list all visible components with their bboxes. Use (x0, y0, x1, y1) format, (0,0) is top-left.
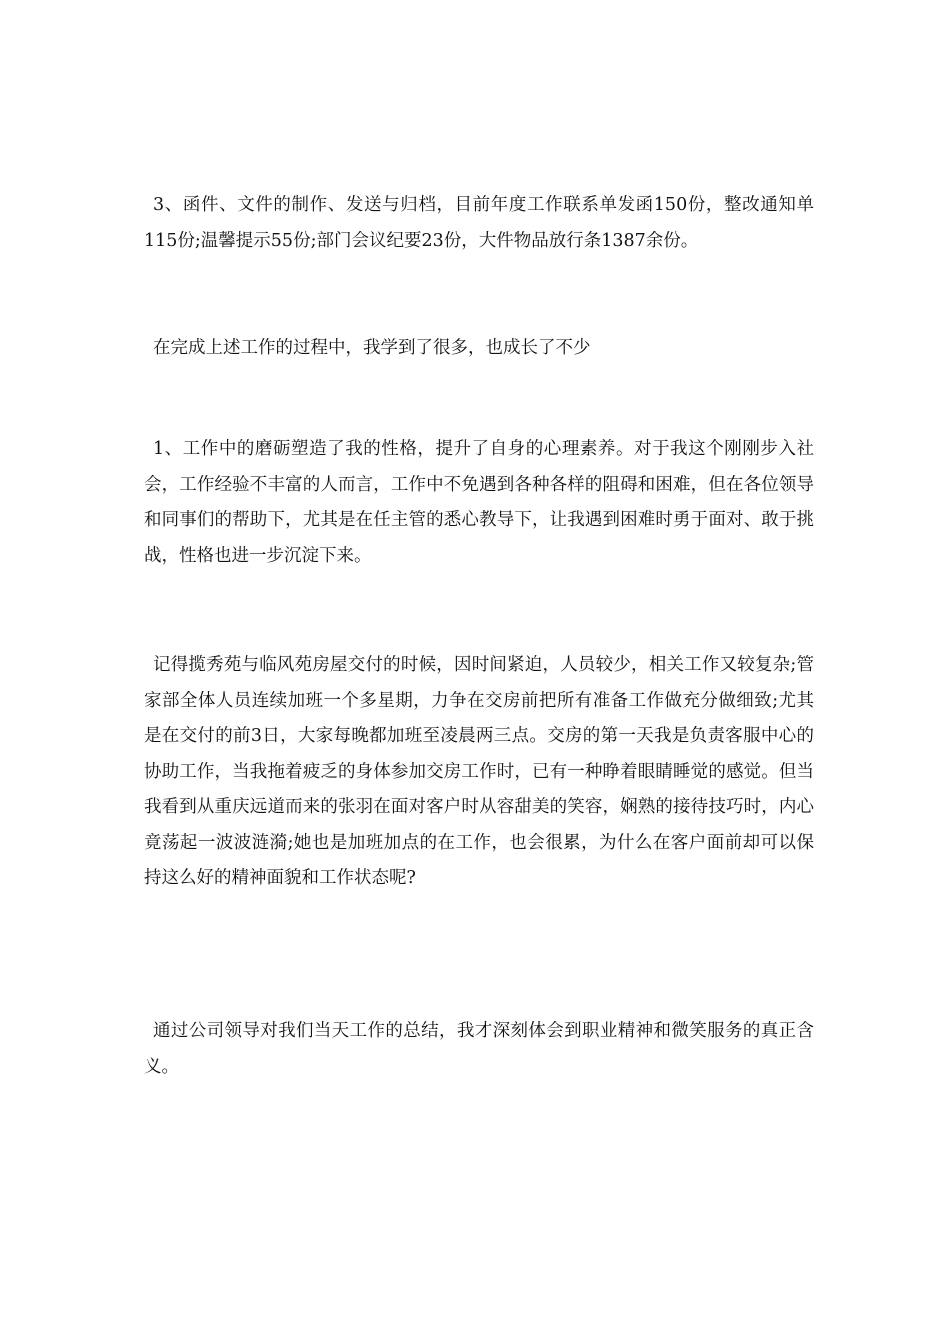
paragraph-document-stats: 3、函件、文件的制作、发送与归档，目前年度工作联系单发函150份，整改通知单115份;温馨提示55份;部门会议纪要23份，大件物品放行条1387余份。 (144, 195, 814, 251)
paragraph-conclusion: 通过公司领导对我们当天工作的总结，我才深刻体会到职业精神和微笑服务的真正含义。 (144, 1021, 814, 1077)
paragraph-growth-intro: 在完成上述工作的过程中，我学到了很多，也成长了不少 (153, 338, 591, 358)
paragraph-character-building: 1、工作中的磨砺塑造了我的性格，提升了自身的心理素养。对于我这个刚刚步入社会，工作经验不丰富的人而言，工作中不免遇到各种各样的阻碍和困难，但在各位领导和同事们的帮助下，尤其是在任主管的悉心教导下，让我遇到困难时勇于面对、敢于挑战，性格也进一步沉淀下来。 (144, 439, 814, 566)
paragraph-handover-story: 记得揽秀苑与临风苑房屋交付的时候，因时间紧迫，人员较少，相关工作又较复杂;管家部全体人员连续加班一个多星期，力争在交房前把所有准备工作做充分做细致;尤其是在交付的前3日，大家每晚都加班至凌晨两三点。交房的第一天我是负责客服中心的协助工作，当我拖着疲乏的身体参加交房工作时，已有一种睁着眼睛睡觉的感觉。但当我看到从重庆远道而来的张羽在面对客户时从容甜美的笑容，娴熟的接待技巧时，内心竟荡起一波波涟漪;她也是加班加点的在工作，也会很累，为什么在客户面前却可以保持这么好的精神面貌和工作状态呢? (144, 655, 814, 888)
